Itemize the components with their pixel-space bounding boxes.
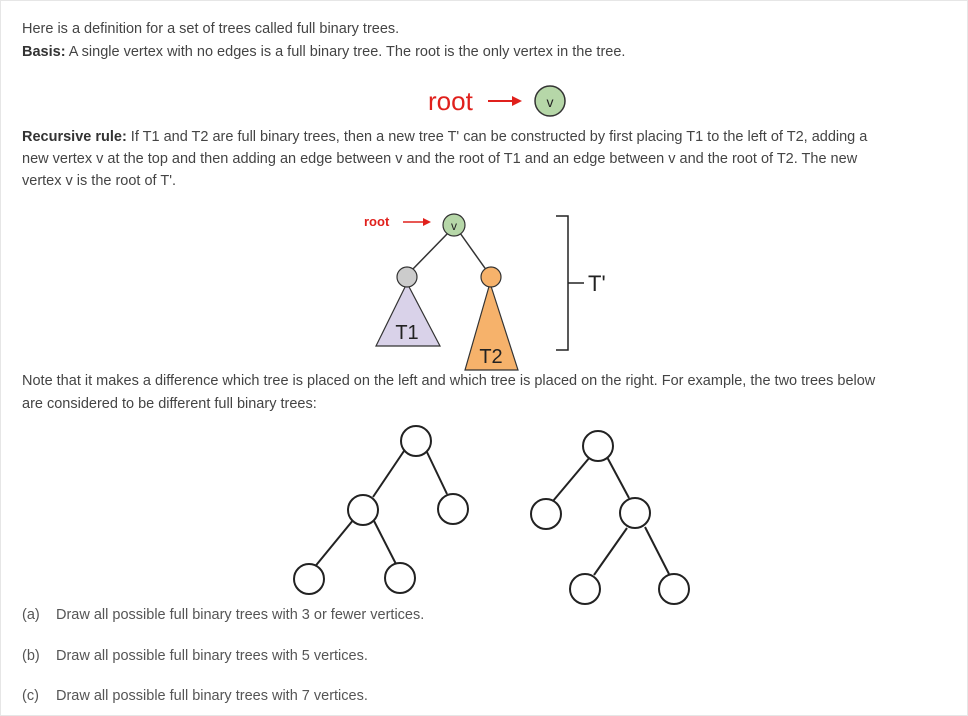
tree-node <box>531 499 561 529</box>
new-root-label: v <box>451 219 457 233</box>
note-line-2: are considered to be different full binary trees: <box>22 396 317 412</box>
root-vertex-label: v <box>546 94 554 110</box>
t-prime-label: T' <box>588 271 606 296</box>
question-label: (a) <box>22 607 40 623</box>
t2-label: T2 <box>479 346 503 368</box>
note-line-1: Note that it makes a difference which tree is placed on the left and which tree is placed on the right. For example, the two trees below <box>22 373 876 389</box>
tree-node <box>294 564 324 594</box>
question-c <box>22 688 368 704</box>
t1-label: T1 <box>395 322 419 344</box>
tree-node <box>659 574 689 604</box>
recursive-line-1 <box>22 126 867 148</box>
intro-text: Here is a definition for a set of trees called full binary trees. <box>22 21 400 37</box>
root-arrow-small-head <box>423 218 431 226</box>
recursive-line-2: new vertex v at the top and then adding an edge between v and the root of T1 and an edge between v and the root of T2. The new <box>22 151 858 167</box>
tree-node <box>570 574 600 604</box>
root-arrow-head <box>512 96 522 106</box>
edge <box>313 519 354 569</box>
t1-root-vertex <box>397 267 417 287</box>
tree-node <box>620 498 650 528</box>
question-text: Draw all possible full binary trees with 3 or fewer vertices. <box>56 607 425 623</box>
tree-node <box>583 431 613 461</box>
edge <box>553 457 590 501</box>
question-a <box>22 607 424 623</box>
question-text: Draw all possible full binary trees with 7 vertices. <box>56 688 368 704</box>
edge-v-t2 <box>460 233 487 271</box>
question-label: (c) <box>22 688 39 704</box>
recursive-text-1: If T1 and T2 are full binary trees, then a new tree T' can be constructed by first placing T1 to the left of T2, adding a <box>126 129 868 145</box>
edge-v-t1 <box>411 233 448 271</box>
edge <box>607 457 629 498</box>
tree-node <box>438 494 468 524</box>
tree-bracket <box>556 216 568 350</box>
edge <box>425 448 447 494</box>
basis-text: A single vertex with no edges is a full binary tree. The root is the only vertex in the tree. <box>65 44 626 60</box>
edge <box>645 527 669 574</box>
question-b <box>22 648 368 664</box>
t2-root-vertex <box>481 267 501 287</box>
edge <box>373 448 406 497</box>
basis-label: Basis: <box>22 44 66 60</box>
edge <box>594 528 627 575</box>
example-tree-right <box>531 431 689 604</box>
tree-node <box>348 495 378 525</box>
edge <box>373 519 397 566</box>
root-label: root <box>428 86 473 116</box>
question-text: Draw all possible full binary trees with 5 vertices. <box>56 648 368 664</box>
figure-recursive <box>364 214 606 370</box>
question-label: (b) <box>22 648 40 664</box>
recursive-line-3: vertex v is the root of T'. <box>22 173 177 189</box>
recursive-label: Recursive rule: <box>22 129 127 145</box>
root-label-small: root <box>364 214 390 229</box>
tree-node <box>401 426 431 456</box>
example-tree-left <box>294 426 468 594</box>
figure-basis <box>428 86 565 116</box>
tree-node <box>385 563 415 593</box>
